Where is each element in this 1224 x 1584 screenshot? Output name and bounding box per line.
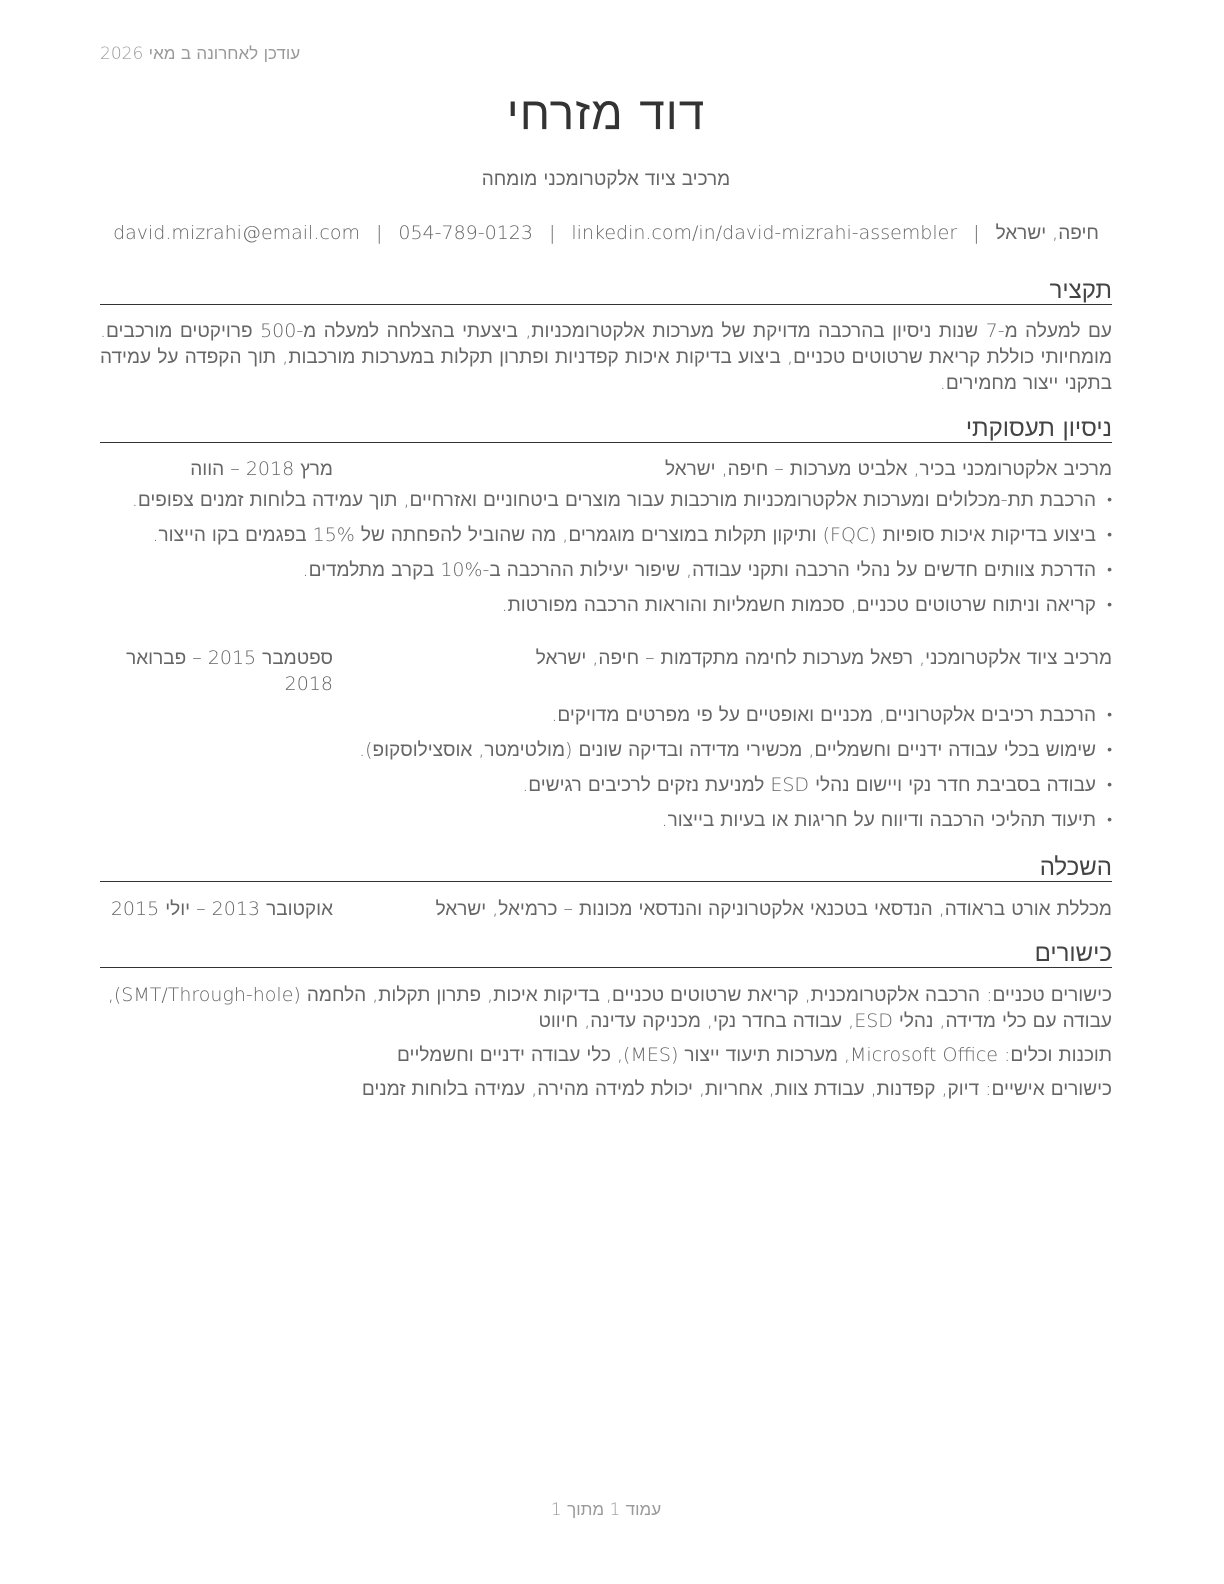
resume-content [100,0,1112,1584]
last-updated: עודכן לאחרונה ב מאי 2026 [100,44,301,64]
contact-location: חיפה, ישראל [995,222,1099,244]
job-role: מרכיב ציוד אלקטרומכני, רפאל מערכות לחימה מתקדמות – חיפה, ישראל [535,647,1112,669]
list-item: • עבודה בסביבת חדר נקי ויישום נהלי ESD למניעת נזקים לרכיבים רגישים. [100,772,1112,807]
list-item: • ביצוע בדיקות איכות סופיות (FQC) ותיקון תקלות במוצרים מוגמרים, מה שהוביל להפחתה של 15% בפגמים בקו הייצור. [100,522,1112,557]
contact-phone[interactable]: 054-789-0123 [398,222,533,244]
contact-email[interactable]: david.mizrahi@email.com [113,222,360,244]
list-item: • שימוש בכלי עבודה ידניים וחשמליים, מכשירי מדידה ובדיקה שונים (מולטימטר, אוסצילוסקופ). [100,737,1112,772]
job-dates: מרץ 2018 – הווה [190,458,333,480]
education-dates: אוקטובר 2013 – יולי 2015 [110,898,333,920]
list-item: • קריאה וניתוח שרטוטים טכניים, סכמות חשמליות והוראות הרכבה מפורטות. [100,592,1112,627]
contact-line [100,222,1112,245]
skills-list [100,982,1112,1110]
list-item: • תיעוד תהליכי הרכבה ודיווח על חריגות או בעיות בייצור. [100,807,1112,842]
skills-technical: כישורים טכניים: הרכבה אלקטרומכנית, קריאת שרטוטים טכניים, בדיקות איכות, פתרון תקלות, הלחמה (SMT/Through-hole), עבודה עם כלי מדידה, נהלי ESD, עבודה בחדר נקי, מכניקה עדינה, חיווט [107,984,1112,1032]
section-title-skills: כישורים [100,939,1112,968]
contact-separator: | [548,222,556,244]
list-item: • הדרכת צוותים חדשים על נהלי הרכבה ותקני עבודה, שיפור יעילות ההרכבה ב-10% בקרב מתלמדים. [100,557,1112,592]
job-bullets [100,487,1112,627]
job-role: מרכיב אלקטרומכני בכיר, אלביט מערכות – חיפה, ישראל [664,458,1112,480]
job-bullets [100,702,1112,842]
contact-linkedin[interactable]: linkedin.com/in/david-mizrahi-assembler [571,222,958,244]
contact-separator: | [973,222,980,244]
skills-personal: כישורים אישיים: דיוק, קפדנות, עבודת צוות, אחריות, יכולת למידה מהירה, עמידה בלוחות זמנים [361,1078,1112,1100]
list-item: • הרכבת רכיבים אלקטרוניים, מכניים ואופטיים על פי מפרטים מדויקים. [100,702,1112,737]
education-institution: מכללת אורט בראודה, הנדסאי בטכנאי אלקטרוניקה והנדסאי מכונות – כרמיאל, ישראל [435,898,1112,920]
section-title-experience: ניסיון תעסוקתי [100,414,1112,443]
section-title-summary: תקציר [100,276,1112,305]
summary-text: עם למעלה מ-7 שנות ניסיון בהרכבה מדויקת של מערכות אלקטרומכניות, ביצעתי בהצלחה למעלה מ-500 פרויקטים מורכבים. מומחיותי כוללת קריאת שרטוטים טכניים, ביצוע בדיקות איכות קפדניות ופתרון תקלות במערכות מורכבות, תוך הקפדה על עמידה בתקני ייצור מחמירים. [100,320,1112,394]
skills-software: תוכנות וכלים: Microsoft Office, מערכות תיעוד ייצור (MES), כלי עבודה ידניים וחשמליים [397,1044,1112,1066]
page-number: עמוד 1 מתוך 1 [550,1500,662,1520]
list-item: • הרכבת תת-מכלולים ומערכות אלקטרומכניות מורכבות עבור מוצרים ביטחוניים ואזרחיים, תוך עמידה בלוחות זמנים צפופים. [100,487,1112,522]
job-dates: ספטמבר 2015 – פברואר 2018 [126,647,333,695]
section-title-education: השכלה [100,853,1112,882]
contact-separator: | [375,222,383,244]
candidate-name: דוד מזרחי [506,86,706,140]
candidate-headline: מרכיב ציוד אלקטרומכני מומחה [481,168,731,190]
